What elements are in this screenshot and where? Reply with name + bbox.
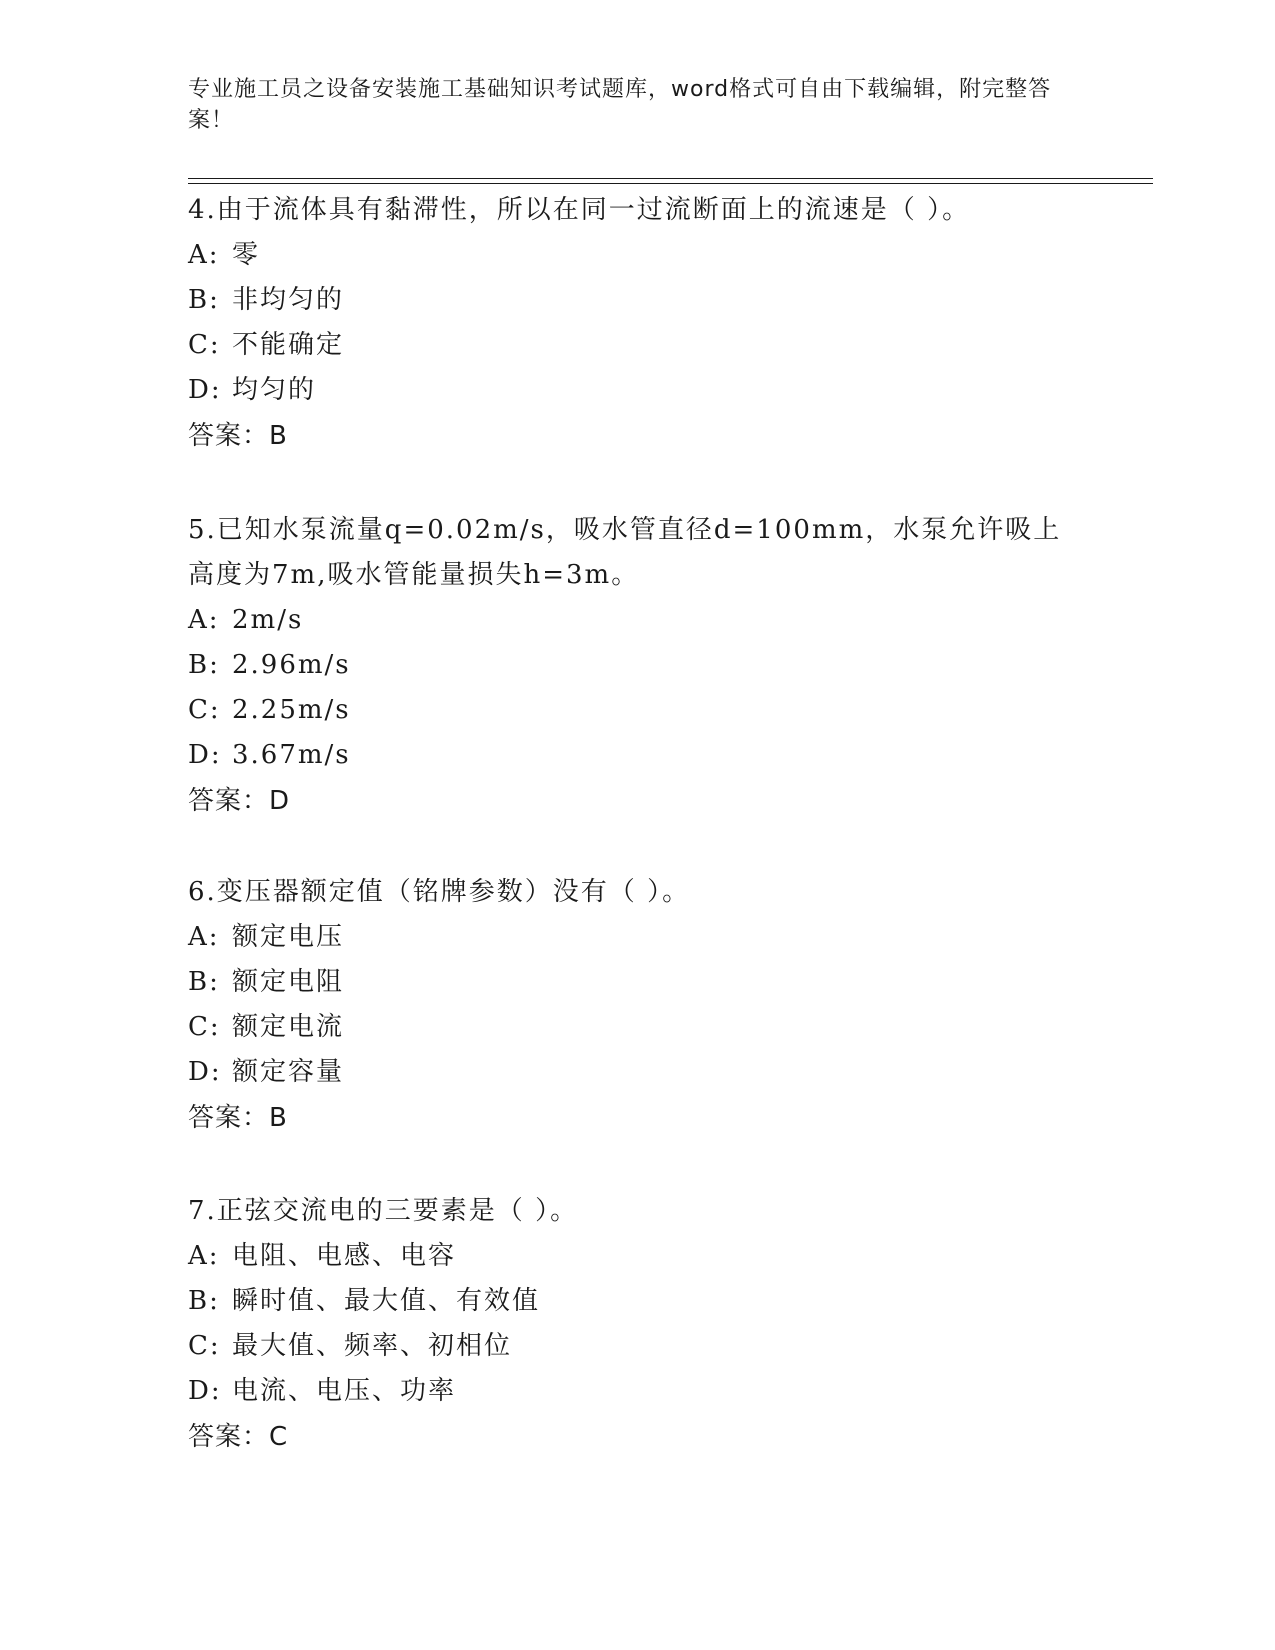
option-key: C: (188, 330, 221, 360)
option-key: C: (188, 1331, 221, 1361)
answer-line: 答案：D (188, 786, 291, 816)
option-text: 最大值、频率、初相位 (232, 1331, 513, 1361)
option-key: D: (188, 375, 222, 405)
header-divider-top (188, 178, 1153, 179)
option-d (188, 368, 1088, 413)
option-d (188, 1050, 1088, 1095)
option-key: A: (188, 1241, 220, 1271)
option-text: 额定电阻 (232, 967, 345, 997)
option-key: D: (188, 1376, 222, 1406)
option-c (188, 688, 1088, 733)
option-key: B: (188, 1286, 220, 1316)
option-text: 瞬时值、最大值、有效值 (232, 1286, 541, 1316)
option-c (188, 1324, 1088, 1369)
option-text: 电流、电压、功率 (232, 1376, 457, 1406)
document-header: 专业施工员之设备安装施工基础知识考试题库，word格式可自由下载编辑，附完整答案！ (188, 77, 1052, 133)
option-d (188, 733, 1088, 778)
option-key: B: (188, 650, 220, 680)
option-text: 电阻、电感、电容 (232, 1241, 457, 1271)
option-key: A: (188, 240, 220, 270)
option-text: 2m/s (232, 605, 304, 635)
option-text: 均匀的 (232, 375, 317, 405)
answer-line: 答案：C (188, 1422, 289, 1452)
question-5 (188, 508, 1088, 824)
option-text: 额定电流 (232, 1012, 345, 1042)
option-key: C: (188, 695, 221, 725)
option-text: 2.96m/s (232, 650, 351, 680)
option-a (188, 915, 1088, 960)
question-4 (188, 188, 1088, 459)
question-6 (188, 870, 1088, 1141)
option-text: 零 (232, 240, 261, 270)
option-c (188, 323, 1088, 368)
option-a (188, 233, 1088, 278)
option-b (188, 278, 1088, 323)
question-title: 7.正弦交流电的三要素是（ ）。 (188, 1196, 579, 1226)
option-key: D: (188, 1057, 222, 1087)
option-b (188, 643, 1088, 688)
option-text: 2.25m/s (232, 695, 351, 725)
option-a (188, 598, 1088, 643)
option-a (188, 1234, 1088, 1279)
option-c (188, 1005, 1088, 1050)
answer-line: 答案：B (188, 421, 288, 451)
option-text: 不能确定 (232, 330, 345, 360)
option-text: 额定容量 (232, 1057, 345, 1087)
option-key: A: (188, 922, 220, 952)
option-b (188, 1279, 1088, 1324)
option-key: B: (188, 967, 220, 997)
question-7 (188, 1189, 1088, 1460)
answer-line: 答案：B (188, 1103, 288, 1133)
option-key: A: (188, 605, 220, 635)
option-d (188, 1369, 1088, 1414)
header-divider-bottom (188, 183, 1153, 184)
option-text: 额定电压 (232, 922, 345, 952)
option-key: B: (188, 285, 220, 315)
question-title: 5.已知水泵流量q=0.02m/s，吸水管直径d=100mm，水泵允许吸上高度为7m,吸水管能量损失h=3m。 (188, 515, 1062, 590)
option-text: 非均匀的 (232, 285, 345, 315)
option-key: C: (188, 1012, 221, 1042)
question-title: 4.由于流体具有黏滞性，所以在同一过流断面上的流速是（ ）。 (188, 195, 971, 225)
option-text: 3.67m/s (232, 740, 351, 770)
question-title: 6.变压器额定值（铭牌参数）没有（ ）。 (188, 877, 691, 907)
option-key: D: (188, 740, 222, 770)
option-b (188, 960, 1088, 1005)
